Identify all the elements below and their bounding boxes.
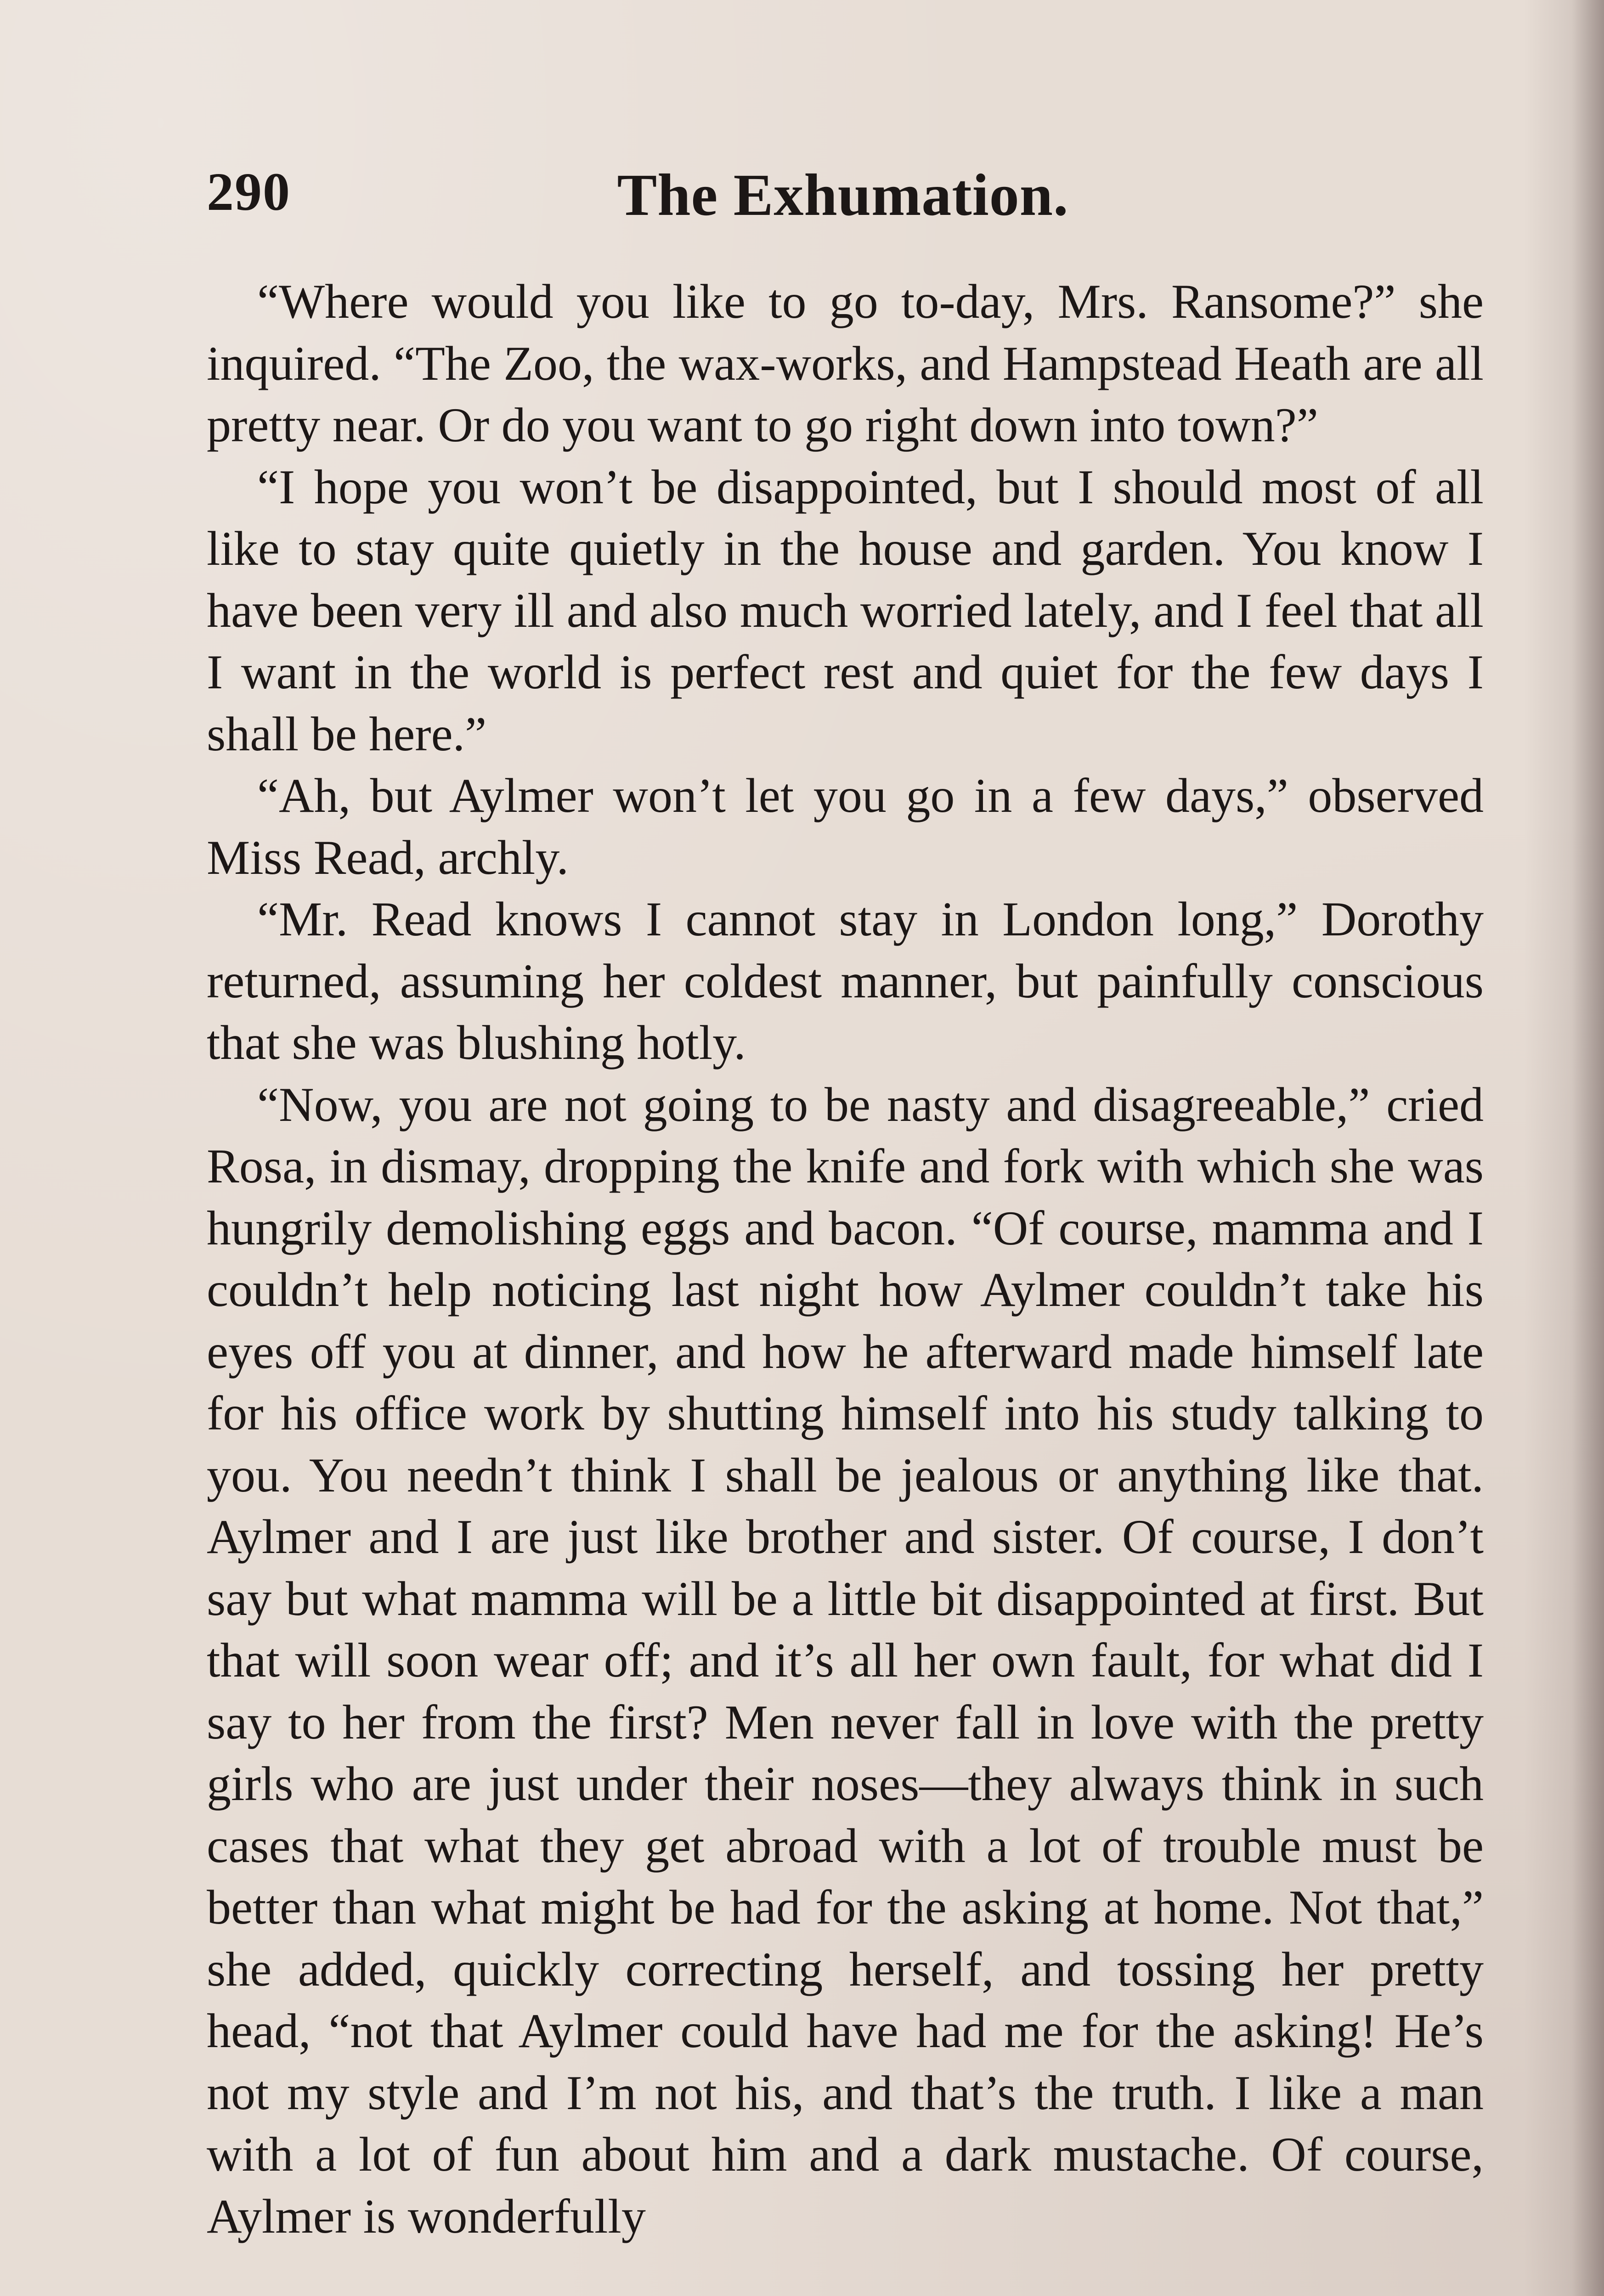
running-title: The Exhumation. xyxy=(617,162,1069,228)
body-text xyxy=(207,271,1484,2247)
paragraph: “Now, you are not going to be nasty and disagreeable,” cried Rosa, in dismay, dropping the knife and fork with which she was hungrily demolishing eggs and bacon. “Of course, mamma and I couldn’t help noticing last night how Aylmer couldn’t take his eyes off you at dinner, and how he afterward made himself late for his office work by shutting himself into his study talking to you. You needn’t think I shall be jealous or anything like that. Aylmer and I are just like brother and sister. Of course, I don’t say but what mamma will be a little bit disappointed at first. But that will soon wear off; and it’s all her own fault, for what did I say to her from the first? Men never fall in love with the pretty girls who are just under their noses—they always think in such cases that what they get abroad with a lot of trouble must be better than what might be had for the asking at home. Not that,” she added, quickly correcting herself, and tossing her pretty head, “not that Aylmer could have had me for the asking! He’s not my style and I’m not his, and that’s the truth. I like a man with a lot of fun about him and a dark mustache. Of course, Aylmer is wonderfully xyxy=(207,1077,1484,2243)
paragraph: “Mr. Read knows I cannot stay in London long,” Dorothy returned, assuming her coldest manner, but painfully conscious that she was blushing hotly. xyxy=(207,892,1484,1069)
paragraph: “I hope you won’t be disappointed, but I should most of all like to stay quite quietly in the house and garden. You know I have been very ill and also much worried lately, and I feel that all I want in the world is perfect rest and quiet for the few days I shall be here.” xyxy=(207,460,1484,761)
paragraph: “Where would you like to go to-day, Mrs. Ransome?” she inquired. “The Zoo, the wax-works, and Hampstead Heath are all pretty near. Or do you want to go right down into town?” xyxy=(207,275,1484,452)
page-header xyxy=(207,152,1479,243)
page-edge-shadow xyxy=(1572,0,1604,2296)
page-number: 290 xyxy=(207,162,291,222)
paragraph: “Ah, but Aylmer won’t let you go in a few days,” observed Miss Read, archly. xyxy=(207,769,1484,884)
